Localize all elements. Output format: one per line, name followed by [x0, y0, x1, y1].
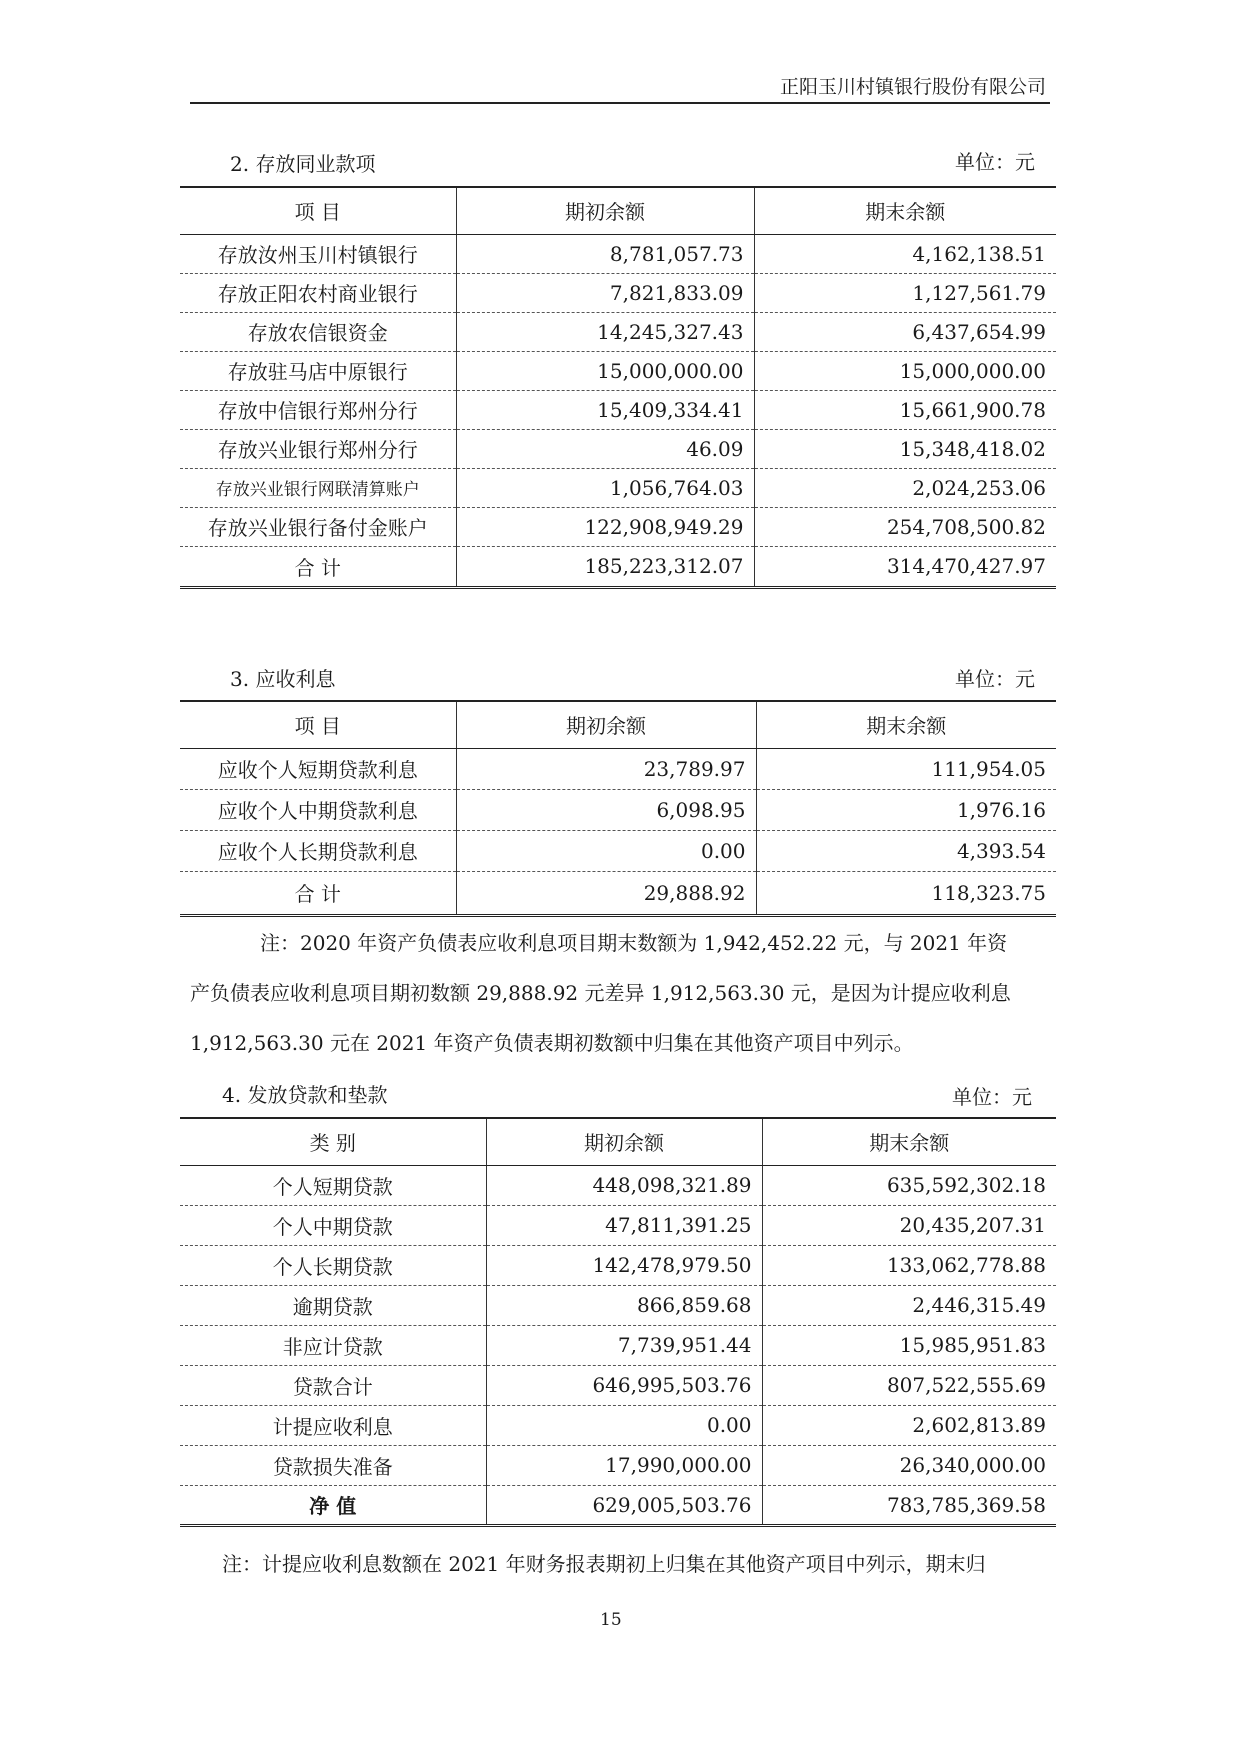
closing-net-value: 783,785,369.58 — [762, 1485, 1056, 1525]
table-header-row — [180, 1118, 1056, 1165]
table-row — [180, 1445, 1056, 1485]
opening-value: 46.09 — [456, 429, 754, 468]
closing-value: 4,393.54 — [756, 830, 1056, 871]
opening-value: 17,990,000.00 — [486, 1445, 762, 1485]
column-header-closing-balance: 期末余额 — [762, 1118, 1056, 1165]
opening-value: 8,781,057.73 — [456, 234, 754, 273]
row-label: 存放兴业银行郑州分行 — [180, 429, 456, 468]
opening-value: 866,859.68 — [486, 1285, 762, 1325]
page-number: 15 — [600, 1610, 622, 1630]
column-header-opening-balance: 期初余额 — [486, 1118, 762, 1165]
interbank-deposits-table — [180, 186, 1056, 589]
closing-value: 1,976.16 — [756, 789, 1056, 830]
row-label: 存放驻马店中原银行 — [180, 351, 456, 390]
table-row — [180, 1165, 1056, 1205]
row-label: 存放正阳农村商业银行 — [180, 273, 456, 312]
opening-value: 122,908,949.29 — [456, 507, 754, 546]
closing-value: 111,954.05 — [756, 748, 1056, 789]
opening-value: 23,789.97 — [456, 748, 756, 789]
table-row — [180, 1365, 1056, 1405]
row-label: 存放中信银行郑州分行 — [180, 390, 456, 429]
closing-value: 254,708,500.82 — [754, 507, 1056, 546]
unit-label: 单位：元 — [955, 150, 1035, 174]
total-row — [180, 1485, 1056, 1525]
closing-value: 133,062,778.88 — [762, 1245, 1056, 1285]
note-line: 产负债表应收利息项目期初数额 29,888.92 元差异 1,912,563.30 元，是因为计提应收利息 — [190, 981, 1011, 1005]
row-label: 应收个人中期贷款利息 — [180, 789, 456, 830]
closing-value: 1,127,561.79 — [754, 273, 1056, 312]
loans-note — [190, 1539, 1050, 1589]
closing-total: 314,470,427.97 — [754, 546, 1056, 587]
net-value-label: 净 值 — [180, 1485, 486, 1525]
closing-value: 2,602,813.89 — [762, 1405, 1056, 1445]
section-title-interest-receivable: 3. 应收利息 — [230, 667, 336, 691]
table-row — [180, 468, 1056, 507]
opening-value: 646,995,503.76 — [486, 1365, 762, 1405]
opening-value: 15,000,000.00 — [456, 351, 754, 390]
column-header-opening-balance: 期初余额 — [456, 701, 756, 748]
opening-net-value: 629,005,503.76 — [486, 1485, 762, 1525]
closing-value: 20,435,207.31 — [762, 1205, 1056, 1245]
opening-value: 47,811,391.25 — [486, 1205, 762, 1245]
table-row — [180, 1325, 1056, 1365]
page-header — [190, 72, 1050, 104]
closing-value: 15,661,900.78 — [754, 390, 1056, 429]
closing-value: 4,162,138.51 — [754, 234, 1056, 273]
closing-value: 2,446,315.49 — [762, 1285, 1056, 1325]
column-header-item: 项 目 — [180, 187, 456, 234]
row-label: 存放兴业银行网联清算账户 — [180, 468, 456, 507]
table-header-row — [180, 701, 1056, 748]
section-title-loans-advances: 4. 发放贷款和垫款 — [222, 1083, 388, 1107]
table-row — [180, 429, 1056, 468]
closing-value: 26,340,000.00 — [762, 1445, 1056, 1485]
opening-value: 142,478,979.50 — [486, 1245, 762, 1285]
table-row — [180, 1245, 1056, 1285]
interest-receivable-table — [180, 700, 1056, 917]
table-row — [180, 273, 1056, 312]
row-label: 存放农信银资金 — [180, 312, 456, 351]
opening-value: 448,098,321.89 — [486, 1165, 762, 1205]
unit-label: 单位：元 — [955, 667, 1035, 691]
loans-advances-table — [180, 1117, 1056, 1527]
opening-value: 15,409,334.41 — [456, 390, 754, 429]
row-label: 应收个人短期贷款利息 — [180, 748, 456, 789]
opening-total: 185,223,312.07 — [456, 546, 754, 587]
table-row — [180, 1285, 1056, 1325]
interest-note — [190, 918, 1050, 1068]
opening-value: 6,098.95 — [456, 789, 756, 830]
opening-value: 1,056,764.03 — [456, 468, 754, 507]
total-row — [180, 546, 1056, 587]
table-row — [180, 748, 1056, 789]
opening-value: 0.00 — [456, 830, 756, 871]
total-label: 合 计 — [180, 546, 456, 587]
total-label: 合 计 — [180, 871, 456, 915]
note-line: 1,912,563.30 元在 2021 年资产负债表期初数额中归集在其他资产项目中列示。 — [190, 1031, 914, 1055]
note-line: 注：2020 年资产负债表应收利息项目期末数额为 1,942,452.22 元，与 2021 年资 — [260, 931, 1008, 955]
table-row — [180, 1405, 1056, 1445]
table-row — [180, 830, 1056, 871]
table-row — [180, 1205, 1056, 1245]
opening-total: 29,888.92 — [456, 871, 756, 915]
closing-value: 635,592,302.18 — [762, 1165, 1056, 1205]
row-label: 个人短期贷款 — [180, 1165, 486, 1205]
row-label: 非应计贷款 — [180, 1325, 486, 1365]
row-label: 个人长期贷款 — [180, 1245, 486, 1285]
table-header-row — [180, 187, 1056, 234]
table-row — [180, 312, 1056, 351]
row-label: 应收个人长期贷款利息 — [180, 830, 456, 871]
table-row — [180, 351, 1056, 390]
row-label: 贷款损失准备 — [180, 1445, 486, 1485]
row-label: 逾期贷款 — [180, 1285, 486, 1325]
closing-value: 2,024,253.06 — [754, 468, 1056, 507]
closing-total: 118,323.75 — [756, 871, 1056, 915]
column-header-closing-balance: 期末余额 — [756, 701, 1056, 748]
closing-value: 15,000,000.00 — [754, 351, 1056, 390]
row-label: 个人中期贷款 — [180, 1205, 486, 1245]
column-header-item: 项 目 — [180, 701, 456, 748]
total-row — [180, 871, 1056, 915]
closing-value: 6,437,654.99 — [754, 312, 1056, 351]
opening-value: 14,245,327.43 — [456, 312, 754, 351]
unit-label: 单位：元 — [952, 1085, 1032, 1109]
closing-value: 807,522,555.69 — [762, 1365, 1056, 1405]
column-header-closing-balance: 期末余额 — [754, 187, 1056, 234]
table-row — [180, 789, 1056, 830]
row-label: 计提应收利息 — [180, 1405, 486, 1445]
column-header-category: 类 别 — [180, 1118, 486, 1165]
note-line: 注：计提应收利息数额在 2021 年财务报表期初上归集在其他资产项目中列示，期末归 — [222, 1552, 986, 1576]
opening-value: 7,739,951.44 — [486, 1325, 762, 1365]
opening-value: 7,821,833.09 — [456, 273, 754, 312]
section-title-interbank-deposits: 2. 存放同业款项 — [230, 152, 376, 176]
table-row — [180, 507, 1056, 546]
row-label: 贷款合计 — [180, 1365, 486, 1405]
column-header-opening-balance: 期初余额 — [456, 187, 754, 234]
closing-value: 15,348,418.02 — [754, 429, 1056, 468]
row-label: 存放兴业银行备付金账户 — [180, 507, 456, 546]
opening-value: 0.00 — [486, 1405, 762, 1445]
closing-value: 15,985,951.83 — [762, 1325, 1056, 1365]
table-row — [180, 390, 1056, 429]
company-name: 正阳玉川村镇银行股份有限公司 — [779, 76, 1046, 98]
table-row — [180, 234, 1056, 273]
row-label: 存放汝州玉川村镇银行 — [180, 234, 456, 273]
